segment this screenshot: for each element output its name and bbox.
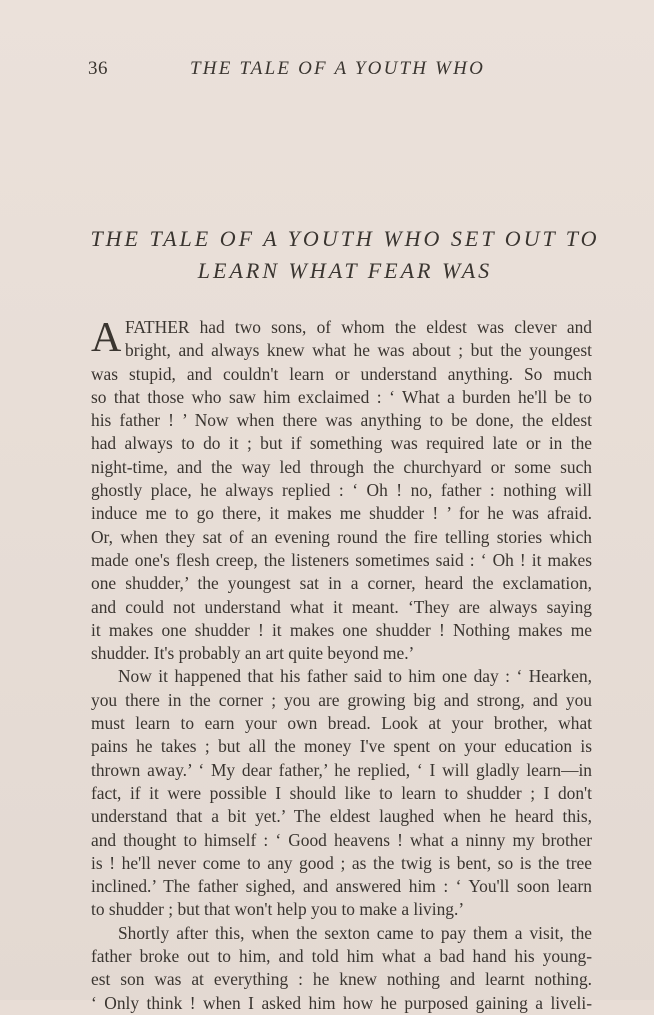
text-line: and could not understand what it meant. ‘They are always saying xyxy=(91,596,592,617)
text-line: induce me to go there, it makes me shudder ! ’ for he was afraid. xyxy=(91,503,592,524)
text-line: was stupid, and couldn't learn or understand anything. So much xyxy=(91,363,592,384)
text-line: it makes one shudder ! it makes one shudder ! Nothing makes me xyxy=(91,619,592,640)
drop-cap: A xyxy=(91,315,122,361)
text-line: bright, and always knew what he was about ; but the youngest xyxy=(125,340,592,361)
text-line: thrown away.’ ‘ My dear father,’ he replied, ‘ I will gladly learn—in xyxy=(91,759,592,780)
text-line: had always to do it ; but if something was required late or in the xyxy=(91,433,592,454)
text-line: FATHER had two sons, of whom the eldest was clever and xyxy=(125,317,592,337)
text-line: ghostly place, he always replied : ‘ Oh ! no, father : nothing will xyxy=(91,480,592,501)
text-line: understand that a bit yet.’ The eldest laughed when he heard this, xyxy=(91,806,592,827)
text-line: is ! he'll never come to any good ; as the twig is bent, so is the tree xyxy=(91,852,592,873)
text-line: pains he takes ; but all the money I've spent on your education is xyxy=(91,736,592,757)
text-line: made one's flesh creep, the listeners sometimes said : ‘ Oh ! it makes xyxy=(91,549,592,570)
text-line: must learn to earn your own bread. Look at your brother, what xyxy=(91,713,592,734)
text-line: fact, if it were possible I should like to learn to shudder ; I don't xyxy=(91,782,592,803)
text-line: shudder. It's probably an art quite beyond me.’ xyxy=(91,643,415,664)
chapter-title-line-2: LEARN WHAT FEAR WAS xyxy=(197,258,493,283)
running-title: THE TALE OF A YOUTH WHO xyxy=(190,58,485,79)
page-number: 36 xyxy=(88,58,108,79)
text-line: ‘ Only think ! when I asked him how he purposed gaining a liveli- xyxy=(91,992,592,1013)
text-line: and thought to himself : ‘ Good heavens ! what a ninny my brother xyxy=(91,829,592,850)
text-line: night-time, and the way led through the churchyard or some such xyxy=(91,456,592,477)
text-line: father broke out to him, and told him what a bad hand his young- xyxy=(91,946,592,967)
text-line: to shudder ; but that won't help you to make a living.’ xyxy=(91,899,465,920)
text-line: Now it happened that his father said to him one day : ‘ Hearken, xyxy=(118,666,592,687)
text-line: est son was at everything : he knew nothing and learnt nothing. xyxy=(91,969,592,990)
text-line: so that those who saw him exclaimed : ‘ What a burden he'll be to xyxy=(91,386,592,407)
text-line: Shortly after this, when the sexton came to pay them a visit, the xyxy=(118,922,592,943)
running-head xyxy=(88,58,508,84)
text-line: you there in the corner ; you are growing big and strong, and you xyxy=(91,689,592,710)
body-text xyxy=(91,316,592,1015)
text-line: Or, when they sat of an evening round the fire telling stories which xyxy=(91,526,592,547)
chapter-title-line-1: THE TALE OF A YOUTH WHO SET OUT TO xyxy=(90,226,600,251)
text-line: one shudder,’ the youngest sat in a corner, heard the exclamation, xyxy=(91,573,592,594)
text-line: inclined.’ The father sighed, and answered him : ‘ You'll soon learn xyxy=(91,876,592,897)
text-line: his father ! ’ Now when there was anything to be done, the eldest xyxy=(91,410,592,431)
